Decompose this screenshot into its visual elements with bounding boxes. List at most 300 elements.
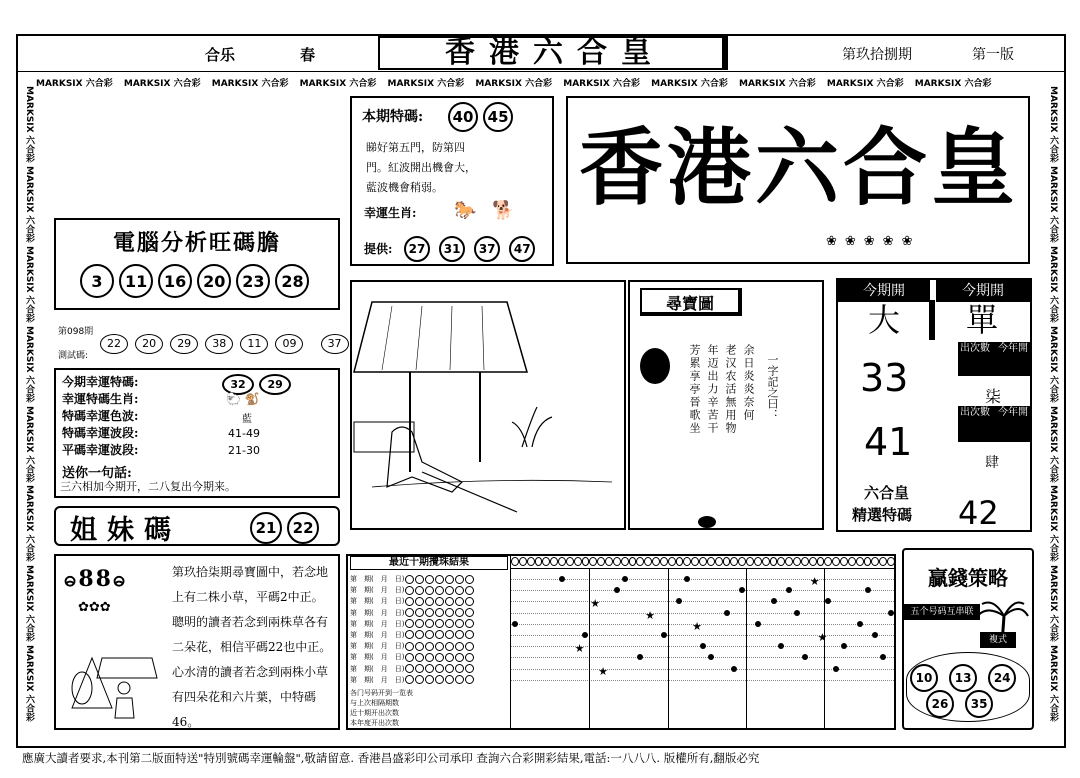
stats-slot bbox=[415, 608, 424, 617]
draw-caption2: 精選特碼 bbox=[852, 506, 913, 524]
ticker-item: MARKSIX 六合彩 bbox=[24, 245, 34, 326]
draw-side-bottom: 肆 bbox=[985, 455, 999, 471]
stats-title: 最近十期攪珠結果 bbox=[389, 557, 469, 568]
stats-row-label: 第 期( 月 日) bbox=[350, 597, 405, 606]
horse-icon: 🐎 bbox=[454, 200, 477, 221]
special-text-line: 門。紅波開出機會大， bbox=[366, 161, 476, 174]
stats-dot-mark bbox=[731, 666, 737, 672]
test-number: 37 bbox=[321, 334, 349, 354]
treasure-title: 尋寶圖 bbox=[640, 288, 742, 316]
strategy-number-ball: 35 bbox=[965, 690, 993, 718]
stats-dot-mark bbox=[700, 643, 706, 649]
stats-star-icon: ★ bbox=[590, 597, 601, 611]
lucky-number-ball: 32 bbox=[222, 374, 254, 395]
stats-grid-header-cell bbox=[636, 557, 644, 566]
stats-slot bbox=[415, 653, 424, 662]
stats-grid-divider bbox=[668, 568, 669, 728]
stats-slot bbox=[425, 664, 434, 673]
stats-rows bbox=[350, 574, 508, 686]
special-number-ball: 45 bbox=[483, 102, 513, 132]
dog-icon: 🐕 bbox=[492, 200, 515, 221]
hut-illustration bbox=[352, 282, 624, 528]
stats-slot bbox=[455, 597, 464, 606]
stats-grid-header-cell bbox=[629, 557, 637, 566]
stats-grid-header-cell bbox=[527, 557, 535, 566]
stats-dot-mark bbox=[794, 610, 800, 616]
hut-railing bbox=[354, 422, 414, 452]
stats-footer-line: 各门号码开到一览表 bbox=[350, 689, 413, 697]
stats-slot bbox=[425, 619, 434, 628]
stats-grid-header-cell bbox=[668, 557, 676, 566]
header-left-mark: 春 bbox=[300, 46, 316, 64]
stats-slot bbox=[435, 642, 444, 651]
provide-number-ball: 47 bbox=[509, 236, 535, 262]
computer-number-ball: 11 bbox=[119, 264, 153, 298]
stats-footer-line: 近十期开出次数 bbox=[350, 709, 399, 717]
stats-grid-header-cell bbox=[723, 557, 731, 566]
stats-footer-line: 与上次相隔期数 bbox=[350, 699, 399, 707]
stats-slot bbox=[405, 619, 414, 628]
stats-grid-header-cell bbox=[840, 557, 848, 566]
stats-grid-header-cell bbox=[574, 557, 582, 566]
sisters-number-ball: 22 bbox=[287, 512, 319, 544]
stats-grid-header-cell bbox=[613, 557, 621, 566]
stats-slot bbox=[425, 608, 434, 617]
stats-dot-mark bbox=[708, 654, 714, 660]
stats-star-icon: ★ bbox=[817, 631, 828, 644]
ticker-item: MARKSIX 六合彩 bbox=[1048, 325, 1058, 406]
treasure-blob-icon bbox=[698, 516, 716, 528]
stats-slot bbox=[435, 619, 444, 628]
strategy-subtitle: 五个号码互串联 bbox=[904, 604, 980, 620]
hoe bbox=[422, 472, 517, 512]
stats-slot bbox=[415, 675, 424, 684]
lucky-row-label: 特碼幸運色波: bbox=[62, 409, 139, 423]
strategy-number-ball: 13 bbox=[949, 664, 977, 692]
stats-slot bbox=[445, 642, 454, 651]
stats-dot-mark bbox=[512, 621, 518, 627]
stats-row bbox=[350, 652, 508, 663]
computer-title: 電腦分析旺碼膽 bbox=[112, 230, 281, 256]
provide-numbers bbox=[404, 236, 535, 262]
stats-grid bbox=[510, 556, 894, 728]
lucky-rows bbox=[62, 374, 138, 459]
stats-slot bbox=[415, 586, 424, 595]
lucky-flat-band-value: 21-30 bbox=[228, 444, 260, 457]
treasure-col4: 余日炎炎奈何 bbox=[742, 344, 755, 422]
draw-num2: 41 bbox=[864, 420, 913, 464]
stats-grid-header-cell bbox=[832, 557, 840, 566]
stats-grid-header-cell bbox=[582, 557, 590, 566]
ticker-item: MARKSIX 六合彩 bbox=[826, 79, 907, 89]
special-text-line: 睇好第五門，防第四 bbox=[366, 141, 465, 154]
stats-dot-mark bbox=[637, 654, 643, 660]
stats-star-icon: ★ bbox=[809, 575, 820, 588]
special-label: 本期特碼: bbox=[362, 109, 424, 125]
stats-grid-header-cell bbox=[777, 557, 785, 566]
stats-grid-header-cell bbox=[558, 557, 566, 566]
stats-slot bbox=[425, 630, 434, 639]
top-ticker bbox=[36, 76, 1026, 90]
header-edition: 第一版 bbox=[972, 47, 1014, 63]
stats-grid-header-cell bbox=[762, 557, 770, 566]
ticker-item: MARKSIX 六合彩 bbox=[651, 79, 731, 89]
stats-slot bbox=[405, 664, 414, 673]
stats-dot-mark bbox=[857, 621, 863, 627]
stats-slot bbox=[435, 608, 444, 617]
stats-grid-header-cell bbox=[746, 557, 754, 566]
ticker-item: MARKSIX 六合彩 bbox=[24, 565, 34, 646]
stats-dot-mark bbox=[676, 598, 682, 604]
stats-row bbox=[350, 664, 508, 675]
stats-grid-header-cell bbox=[856, 557, 864, 566]
lucky-animal-icons: 🐑 🐒 bbox=[226, 392, 260, 406]
stats-grid-header bbox=[511, 556, 894, 569]
stats-grid-header-cell bbox=[519, 557, 527, 566]
computer-number-ball: 20 bbox=[197, 264, 231, 298]
computer-number-ball: 3 bbox=[80, 264, 114, 298]
draw-val2: 單 bbox=[965, 301, 998, 339]
ticker-item: MARKSIX 六合彩 bbox=[1048, 86, 1058, 166]
hut-roof bbox=[354, 302, 527, 372]
stats-slot bbox=[455, 664, 464, 673]
test-label: 測試碼: bbox=[58, 351, 89, 361]
stats-slot bbox=[465, 597, 474, 606]
draw-head2: 今期開 bbox=[936, 280, 1030, 302]
stats-grid-header-cell bbox=[605, 557, 613, 566]
stats-footer-line: 本年度开出次数 bbox=[350, 719, 399, 727]
draw-caption1: 六合皇 bbox=[864, 484, 910, 502]
lucky-row bbox=[62, 442, 138, 459]
stats-slot bbox=[415, 575, 424, 584]
stats-dot-mark bbox=[582, 632, 588, 638]
stats-star-icon: ★ bbox=[645, 608, 656, 622]
stats-dot-mark bbox=[739, 587, 745, 593]
stats-slot bbox=[455, 586, 464, 595]
draw-num3: 42 bbox=[958, 494, 999, 532]
stats-row-label: 第 期( 月 日) bbox=[350, 619, 405, 628]
stats-grid-divider bbox=[746, 568, 747, 728]
lucky-number-ball: 29 bbox=[259, 374, 291, 395]
stats-dot-mark bbox=[865, 587, 871, 593]
stats-star-icon: ★ bbox=[692, 619, 703, 633]
ticker-item: MARKSIX 六合彩 bbox=[1048, 485, 1058, 566]
test-issue-label: 第098期 bbox=[58, 327, 94, 337]
stats-slot bbox=[445, 575, 454, 584]
treasure-blob-icon bbox=[640, 348, 670, 384]
grass-plant bbox=[512, 407, 552, 447]
ticker-item: MARKSIX 六合彩 bbox=[123, 79, 204, 89]
stats-dot-mark bbox=[888, 610, 894, 616]
strategy-number-ball: 24 bbox=[988, 664, 1016, 692]
test-number: 11 bbox=[240, 334, 268, 354]
ticker-item: MARKSIX 六合彩 bbox=[1048, 645, 1058, 722]
stats-grid-header-cell bbox=[621, 557, 629, 566]
stats-grid-header-cell bbox=[801, 557, 809, 566]
lucky-row-label: 今期幸運特碼: bbox=[62, 375, 139, 389]
strategy-numbers-bottom bbox=[926, 690, 993, 718]
ticker-item: MARKSIX 六合彩 bbox=[24, 645, 34, 722]
ticker-item: MARKSIX 六合彩 bbox=[739, 79, 819, 89]
sisters-label: 姐妹碼 bbox=[70, 515, 181, 546]
ticker-item: MARKSIX 六合彩 bbox=[211, 79, 292, 89]
stats-grid-row-line bbox=[511, 635, 894, 636]
ground-line bbox=[372, 480, 612, 487]
ticker-item: MARKSIX 六合彩 bbox=[24, 165, 34, 246]
lucky-band-value: 41-49 bbox=[228, 427, 260, 440]
stats-slot bbox=[445, 608, 454, 617]
computer-number-ball: 28 bbox=[275, 264, 309, 298]
stats-slot bbox=[415, 664, 424, 673]
ticker-item: MARKSIX 六合彩 bbox=[1048, 405, 1058, 486]
strategy-title: 贏錢策略 bbox=[928, 566, 1008, 590]
stats-grid-header-cell bbox=[738, 557, 746, 566]
stats-slot bbox=[445, 619, 454, 628]
test-number: 38 bbox=[205, 334, 233, 354]
test-number: 09 bbox=[275, 334, 303, 354]
draw-divider-icon bbox=[929, 300, 935, 340]
stats-grid-header-cell bbox=[754, 557, 762, 566]
stats-slot bbox=[435, 664, 444, 673]
computer-number-ball: 23 bbox=[236, 264, 270, 298]
stats-dot-mark bbox=[771, 598, 777, 604]
ticker-item: MARKSIX 六合彩 bbox=[24, 405, 34, 486]
treasure-col2: 年迈出力辛苦干 bbox=[706, 344, 719, 435]
draw-side-mid: 柒 bbox=[985, 387, 1002, 406]
stats-row bbox=[350, 585, 508, 596]
stats-row-label: 第 期( 月 日) bbox=[350, 653, 405, 662]
stats-grid-header-cell bbox=[597, 557, 605, 566]
treasure-col1: 芳累享亭晉歌坐 bbox=[688, 344, 701, 435]
test-number: 22 bbox=[100, 334, 128, 354]
roof-line bbox=[416, 306, 422, 370]
stats-slot bbox=[435, 586, 444, 595]
stats-dot-mark bbox=[614, 587, 620, 593]
special-number-ball: 40 bbox=[448, 102, 478, 132]
stats-slot bbox=[415, 642, 424, 651]
lucky-row-label: 特碼幸運波段: bbox=[62, 426, 139, 440]
stats-grid-header-cell bbox=[770, 557, 778, 566]
stats-grid-header-cell bbox=[660, 557, 668, 566]
stats-slot bbox=[445, 675, 454, 684]
sisters-numbers bbox=[250, 512, 319, 544]
stats-slot bbox=[455, 608, 464, 617]
stats-slot bbox=[465, 653, 474, 662]
stats-slot bbox=[445, 586, 454, 595]
stats-slot bbox=[425, 597, 434, 606]
stats-star-icon: ★ bbox=[598, 664, 608, 678]
stats-grid-row-line bbox=[511, 624, 894, 625]
stats-slot bbox=[415, 630, 424, 639]
stats-slot bbox=[465, 586, 474, 595]
stats-row-label: 第 期( 月 日) bbox=[350, 642, 405, 651]
stats-grid-header-cell bbox=[535, 557, 543, 566]
stats-slot bbox=[405, 597, 414, 606]
test-number: 29 bbox=[170, 334, 198, 354]
stats-slot bbox=[445, 664, 454, 673]
roof-line bbox=[450, 306, 452, 370]
stats-slot bbox=[435, 653, 444, 662]
lucky-row-label: 平碼幸運波段: bbox=[62, 443, 139, 457]
stats-grid-header-cell bbox=[707, 557, 715, 566]
stats-slot bbox=[465, 630, 474, 639]
lucky-animal-label: 幸運生肖: bbox=[364, 206, 417, 220]
stats-slot bbox=[465, 619, 474, 628]
treasure-heading: 一字記之曰： bbox=[766, 354, 779, 420]
header-title: 香港六合皇 bbox=[445, 35, 665, 70]
riddle-image-box bbox=[58, 558, 168, 726]
stats-row bbox=[350, 630, 508, 641]
stats-row bbox=[350, 619, 508, 630]
stats-dot-mark bbox=[724, 610, 730, 616]
stats-star-icon: ★ bbox=[574, 642, 585, 656]
stats-grid-header-cell bbox=[676, 557, 684, 566]
ticker-item: MARKSIX 六合彩 bbox=[24, 86, 34, 166]
provide-label: 提供: bbox=[364, 242, 393, 256]
left-ticker bbox=[22, 86, 36, 726]
draw-side2-label: 出次數 bbox=[960, 407, 990, 418]
lucky-row bbox=[62, 425, 138, 442]
stats-slot bbox=[445, 630, 454, 639]
draw-val1: 大 bbox=[867, 301, 900, 339]
roof-line bbox=[482, 306, 484, 370]
stats-grid-header-cell bbox=[879, 557, 887, 566]
stats-grid-row-line bbox=[511, 590, 894, 591]
computer-numbers bbox=[80, 264, 309, 298]
ticker-item: MARKSIX 六合彩 bbox=[914, 79, 992, 89]
stats-slot bbox=[405, 586, 414, 595]
stats-grid-row-line bbox=[511, 680, 894, 681]
ticker-item: MARKSIX 六合彩 bbox=[24, 325, 34, 406]
header-left-text: 合乐 bbox=[205, 46, 236, 64]
ticker-item: MARKSIX 六合彩 bbox=[299, 79, 380, 89]
stats-dot-mark bbox=[786, 587, 792, 593]
draw-side1 bbox=[958, 342, 1030, 376]
stats-slot bbox=[425, 575, 434, 584]
stats-grid-header-cell bbox=[652, 557, 660, 566]
stats-grid-header-cell bbox=[864, 557, 872, 566]
stats-grid-header-cell bbox=[589, 557, 597, 566]
stats-slot bbox=[435, 675, 444, 684]
stats-slot bbox=[405, 630, 414, 639]
stats-slot bbox=[455, 675, 464, 684]
stats-slot bbox=[465, 575, 474, 584]
lucky-row-label: 幸運特碼生肖: bbox=[62, 392, 139, 406]
stats-row-label: 第 期( 月 日) bbox=[350, 608, 405, 617]
ticker-item: MARKSIX 六合彩 bbox=[387, 79, 468, 89]
stats-slot bbox=[425, 642, 434, 651]
stats-slot bbox=[465, 642, 474, 651]
stats-dot-mark bbox=[661, 632, 667, 638]
ticker-item: MARKSIX 六合彩 bbox=[1048, 245, 1058, 326]
special-numbers bbox=[448, 102, 513, 132]
lucky-row bbox=[62, 391, 138, 408]
lucky-row bbox=[62, 374, 138, 391]
treasure-col3: 老汉农活無用物 bbox=[724, 344, 737, 435]
stats-row bbox=[350, 641, 508, 652]
stats-dot-mark bbox=[622, 576, 628, 582]
lucky-color-value: 藍 bbox=[242, 414, 252, 425]
stats-slot bbox=[415, 619, 424, 628]
stats-row-label: 第 期( 月 日) bbox=[350, 664, 405, 673]
sisters-number-ball: 21 bbox=[250, 512, 282, 544]
stats-grid-row-line bbox=[511, 657, 894, 658]
test-number: 20 bbox=[135, 334, 163, 354]
stats-row-label: 第 期( 月 日) bbox=[350, 630, 405, 639]
roof-line bbox=[382, 306, 392, 370]
stats-row-label: 第 期( 月 日) bbox=[350, 675, 405, 684]
ticker-item: MARKSIX 六合彩 bbox=[563, 79, 644, 89]
stats-grid-header-cell bbox=[644, 557, 652, 566]
stats-grid-header-cell bbox=[848, 557, 856, 566]
stats-slot bbox=[435, 597, 444, 606]
stats-grid-header-cell bbox=[550, 557, 558, 566]
stats-dot-mark bbox=[684, 576, 690, 582]
draw-head1: 今期開 bbox=[838, 280, 930, 302]
draw-side2-label-b: 今年開 bbox=[998, 407, 1028, 418]
stats-dot-mark bbox=[833, 666, 839, 672]
stats-dot-mark bbox=[559, 576, 565, 582]
stats-grid-row-line bbox=[511, 579, 894, 580]
draw-side1-label: 出次數 bbox=[960, 343, 990, 354]
stats-slot bbox=[405, 642, 414, 651]
stats-grid-header-cell bbox=[809, 557, 817, 566]
stats-slot bbox=[445, 653, 454, 662]
stats-grid-header-cell bbox=[542, 557, 550, 566]
stats-slot bbox=[465, 675, 474, 684]
stats-slot bbox=[405, 653, 414, 662]
provide-number-ball: 31 bbox=[439, 236, 465, 262]
main-logo-title: 香港六合皇 bbox=[578, 118, 1019, 217]
riddle-ornament-icon: ✿✿✿ bbox=[78, 600, 111, 615]
stats-slot bbox=[435, 575, 444, 584]
riddle-text: 第玖拾柒期尋寶圖中，若念地上有二株小草，平碼2中正。聰明的讀者若念到兩株草各有二朵花，相信平碼22也中正。心水清的讀者若念到兩株小草有四朵花和六片葉，中特碼46。 bbox=[172, 565, 332, 729]
stats-grid-header-cell bbox=[871, 557, 879, 566]
stats-slot bbox=[425, 653, 434, 662]
stats-grid-divider bbox=[824, 568, 825, 728]
stats-row bbox=[350, 596, 508, 607]
stats-slot bbox=[465, 664, 474, 673]
stats-grid-header-cell bbox=[511, 557, 519, 566]
stats-slot bbox=[455, 653, 464, 662]
provide-number-ball: 27 bbox=[404, 236, 430, 262]
special-text bbox=[366, 138, 476, 198]
draw-side2 bbox=[958, 406, 1030, 442]
computer-number-ball: 16 bbox=[158, 264, 192, 298]
provide-number-ball: 37 bbox=[474, 236, 500, 262]
stats-slot bbox=[425, 675, 434, 684]
ticker-item: MARKSIX 六合彩 bbox=[24, 485, 34, 566]
header-issue: 第玖拾捌期 bbox=[842, 47, 912, 63]
ticker-item: MARKSIX 六合彩 bbox=[475, 79, 556, 89]
stats-grid-header-cell bbox=[566, 557, 574, 566]
strategy-tag: 複式 bbox=[980, 632, 1016, 648]
draw-side1-label-b: 今年開 bbox=[998, 343, 1028, 354]
stats-row bbox=[350, 608, 508, 619]
stats-slot bbox=[455, 642, 464, 651]
stats-slot bbox=[445, 597, 454, 606]
stats-grid-divider bbox=[589, 568, 590, 728]
strategy-number-ball: 10 bbox=[910, 664, 938, 692]
stats-slot bbox=[455, 619, 464, 628]
stats-grid-header-cell bbox=[683, 557, 691, 566]
stats-slot bbox=[455, 575, 464, 584]
stats-dot-mark bbox=[755, 621, 761, 627]
stats-grid-header-cell bbox=[691, 557, 699, 566]
stats-slot bbox=[425, 586, 434, 595]
stats-slot bbox=[405, 675, 414, 684]
test-numbers bbox=[100, 332, 349, 354]
